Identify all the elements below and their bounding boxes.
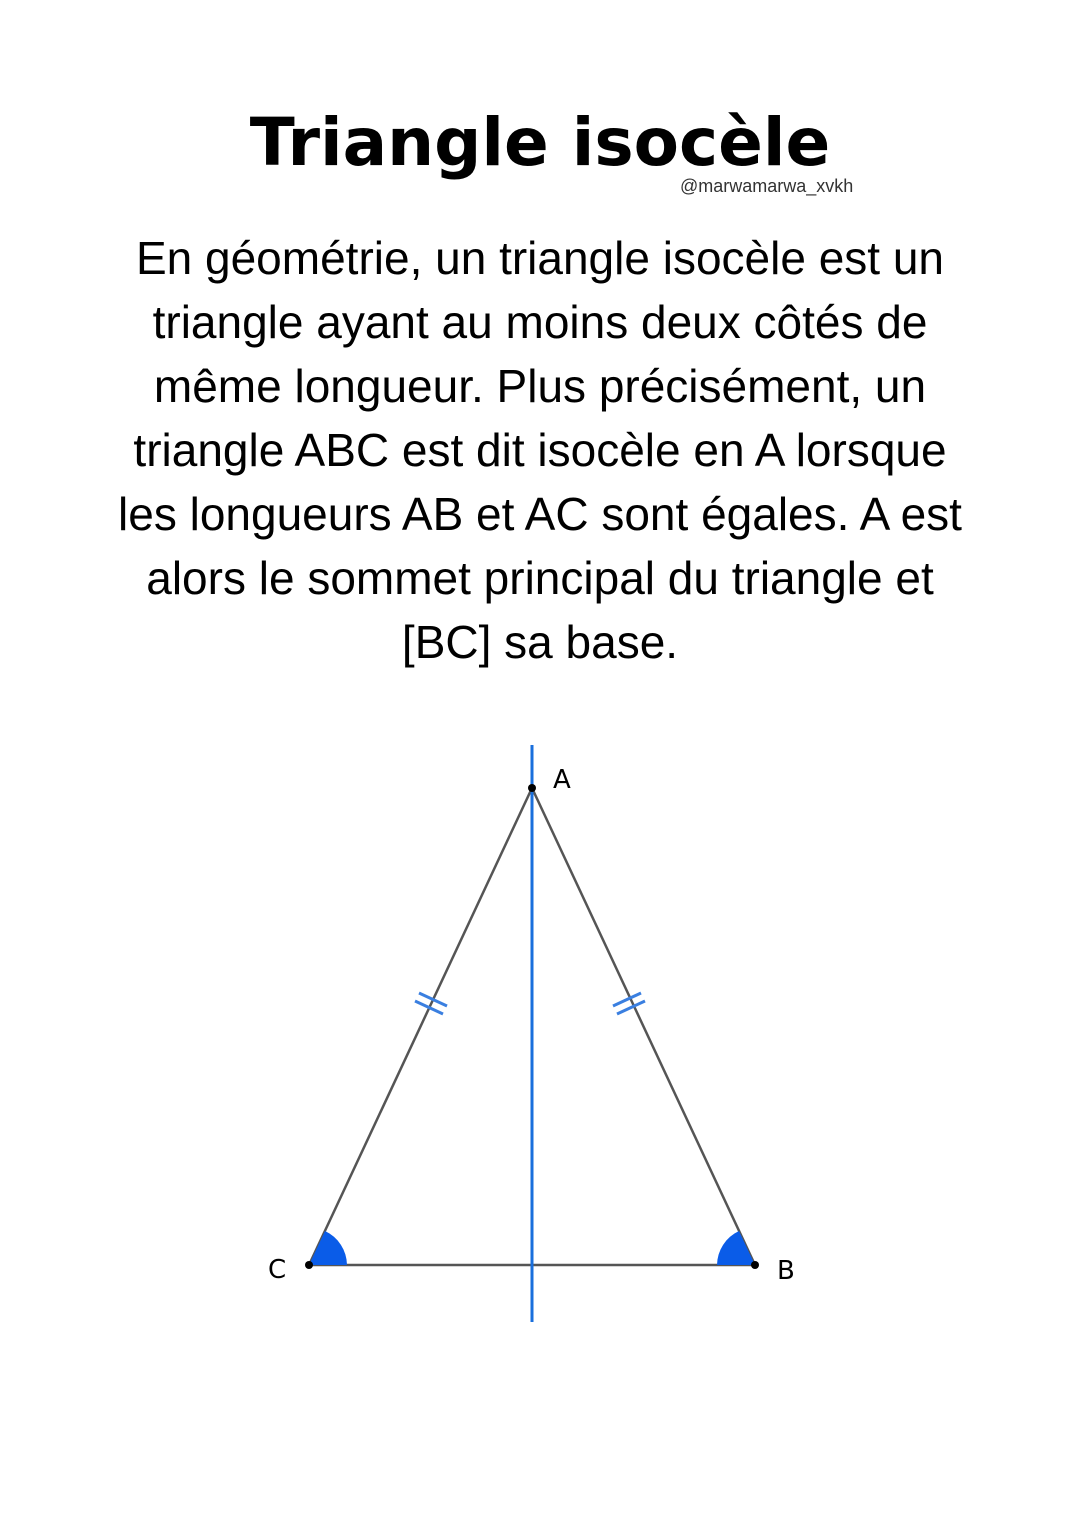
angle-marker-b	[717, 1231, 755, 1265]
author-handle: @marwamarwa_xvkh	[680, 176, 854, 196]
side-ab	[532, 788, 755, 1265]
vertex-point-b	[751, 1261, 759, 1269]
vertex-point-c	[305, 1261, 313, 1269]
page-title: Triangle isocèle	[249, 104, 831, 181]
vertex-label-c: C	[268, 1255, 287, 1285]
vertex-point-a	[528, 784, 536, 792]
vertex-label-b: B	[777, 1256, 795, 1286]
definition-paragraph: En géométrie, un triangle isocèle est un triangle ayant au moins deux côtés de même longueur. Plus précisément, un triangle ABC est dit isocèle en A lorsque les longueurs AB et AC sont égales. A est alors le sommet principal du triangle et [BC] sa base.	[118, 232, 962, 668]
vertex-label-a: A	[553, 765, 571, 795]
side-ac	[309, 788, 532, 1265]
angle-marker-c	[309, 1231, 347, 1265]
